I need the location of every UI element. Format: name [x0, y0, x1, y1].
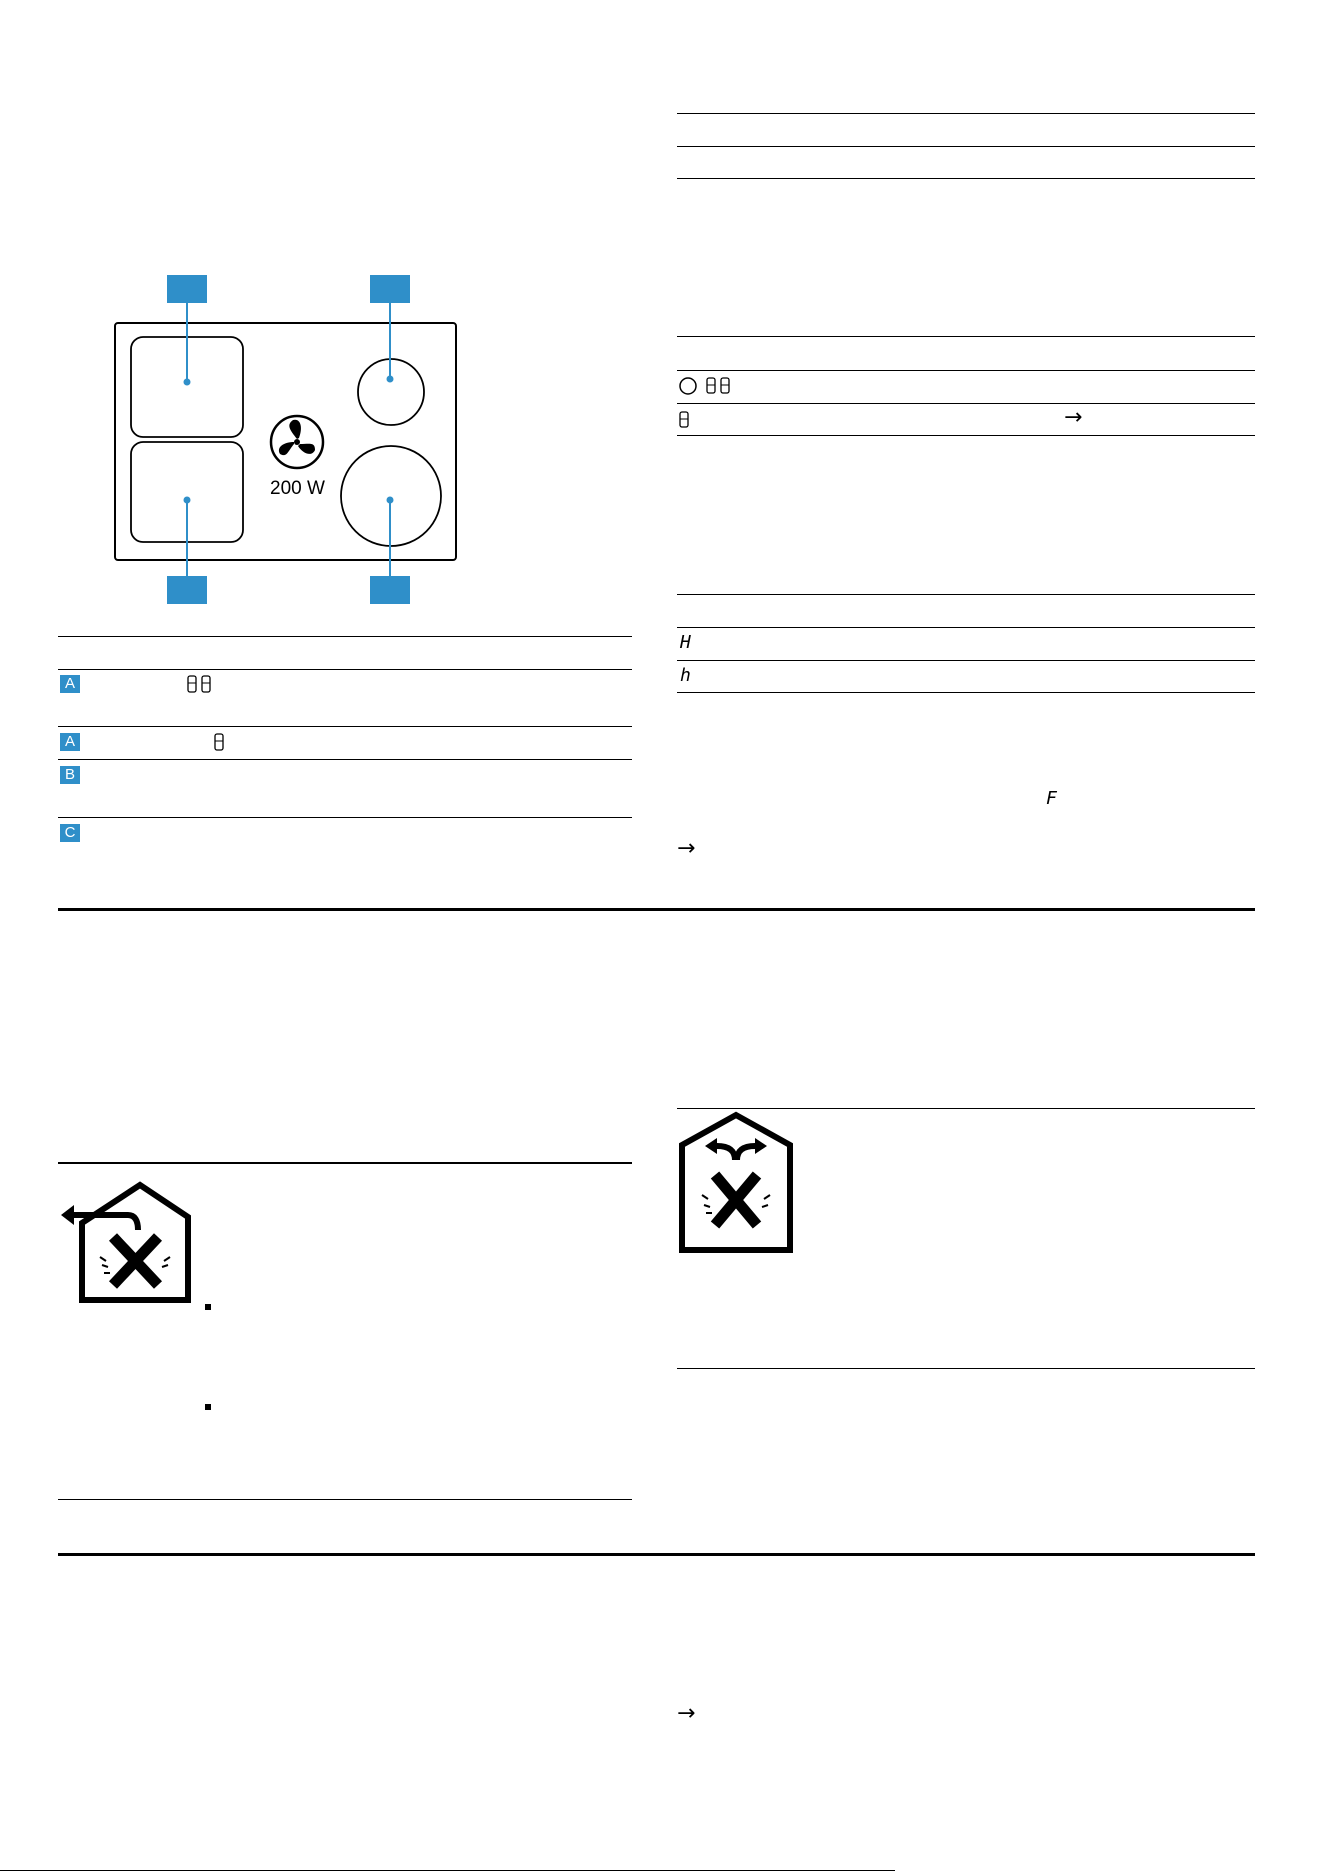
table-rule: [58, 726, 632, 727]
recirculation-warning-icon: [58, 1165, 198, 1305]
table-rule: [58, 759, 632, 760]
section-divider: [58, 1553, 1255, 1556]
single-zone-icon: [213, 731, 227, 753]
list-bullet: [205, 1404, 211, 1410]
table-rule: [677, 113, 1255, 114]
badge-b: B: [60, 766, 80, 784]
arrow-icon: →: [677, 1701, 696, 1726]
table-rule: [677, 660, 1255, 661]
section-divider: [58, 908, 1255, 911]
badge-a: A: [60, 733, 80, 751]
display-symbol-H: H: [680, 632, 691, 653]
table-rule: [677, 178, 1255, 179]
power-label: 200 W: [270, 478, 325, 499]
table-rule: [58, 636, 632, 637]
table-rule: [677, 336, 1255, 337]
box-rule: [677, 1108, 1255, 1109]
table-rule: [677, 403, 1255, 404]
footer-rule: [0, 1870, 895, 1871]
arrow-icon: →: [1064, 405, 1083, 430]
exhaust-warning-icon: [677, 1110, 797, 1255]
f-symbol: F: [1046, 788, 1057, 809]
table-rule: [677, 692, 1255, 693]
table-rule: [677, 435, 1255, 436]
badge-c: C: [60, 824, 80, 842]
badge-a: A: [60, 675, 80, 693]
box-rule: [58, 1499, 632, 1500]
display-symbol-h: h: [680, 665, 691, 686]
table-rule: [58, 669, 632, 670]
table-rule: [677, 627, 1255, 628]
table-rule: [677, 594, 1255, 595]
arrow-icon: →: [677, 836, 696, 861]
single-zone-icon: [677, 409, 693, 431]
fan-icon: [271, 416, 323, 468]
box-rule: [677, 1368, 1255, 1369]
table-rule: [677, 146, 1255, 147]
hob-symbol-row: [677, 374, 737, 398]
table-rule: [677, 370, 1255, 371]
table-rule: [58, 817, 632, 818]
cooktop-figure: [100, 270, 480, 610]
box-rule: [58, 1162, 632, 1164]
list-bullet: [205, 1304, 211, 1310]
double-zone-icon: [186, 673, 214, 695]
